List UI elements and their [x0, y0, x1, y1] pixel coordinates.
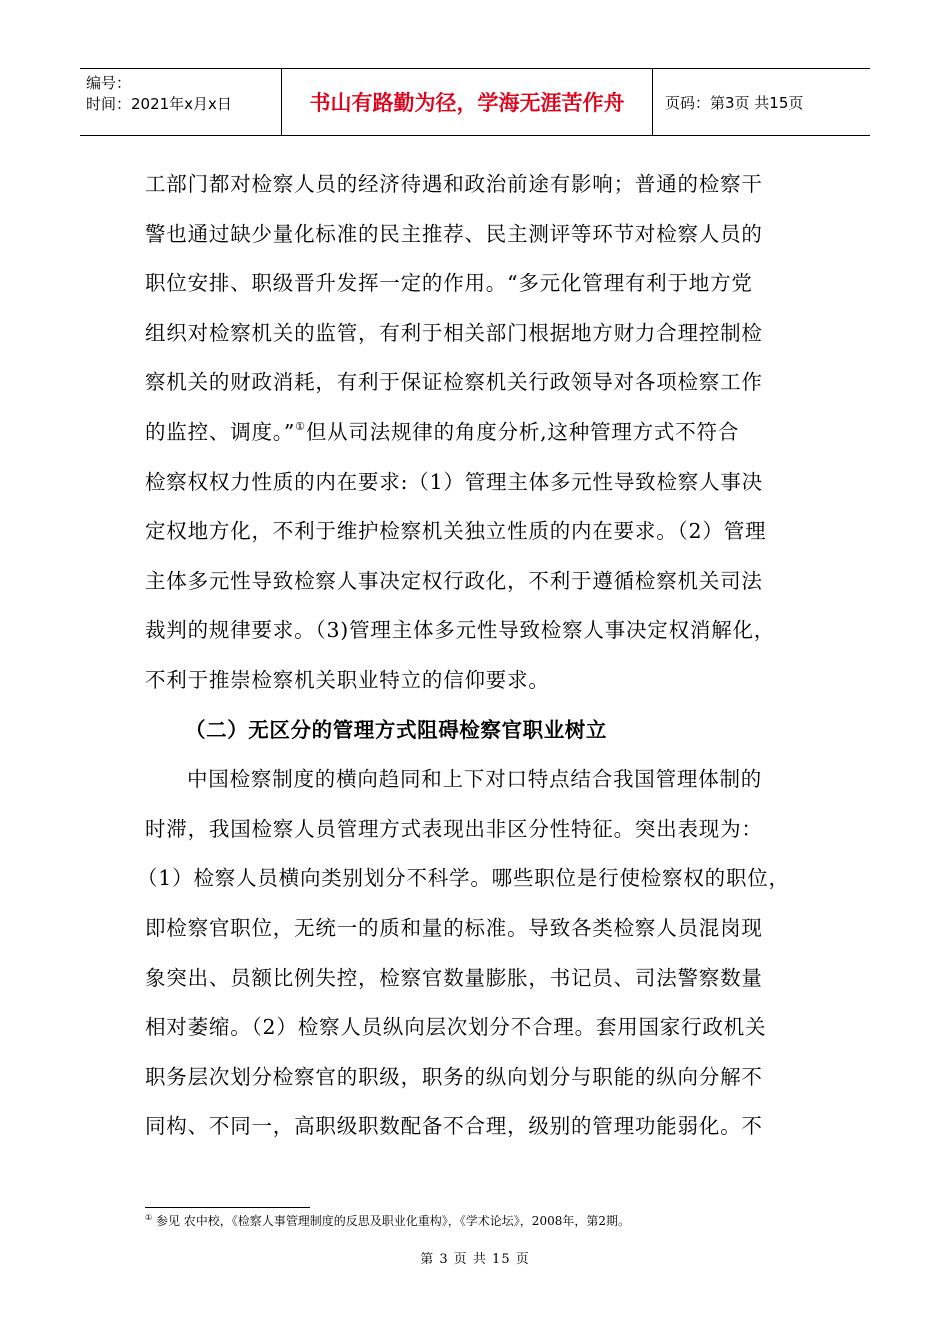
section-heading: （二）无区分的管理方式阻碍检察官职业树立: [185, 717, 607, 742]
page-footer: 第 3 页 共 15 页: [420, 1252, 530, 1267]
body-line: 即检察官职位，无统一的质和量的标准。导致各类检察人员混岗现: [145, 915, 763, 940]
body-line-part: 但从司法规律的角度分析,这种管理方式不符合: [305, 419, 740, 444]
body-line: 裁判的规律要求。（3)管理主体多元性导致检察人事决定权消解化，: [145, 618, 776, 643]
body-line: 主体多元性导致检察人事决定权行政化，不利于遵循检察机关司法: [145, 568, 763, 593]
body-line: 象突出、员额比例失控，检察官数量膨胀，书记员、司法警察数量: [145, 965, 763, 990]
body-line: 职位安排、职级晋升发挥一定的作用。“多元化管理有利于地方党: [145, 271, 753, 296]
body-line: 工部门都对检察人员的经济待遇和政治前途有影响；普通的检察干: [145, 172, 763, 196]
header-page-info: 页码：第3页 共15页: [665, 93, 804, 112]
footnote-marker: ①: [145, 1213, 153, 1222]
body-line: 同构、不同一，高职级职数配备不合理，级别的管理功能弱化。不: [145, 1114, 763, 1139]
body-line: 时滞，我国检察人员管理方式表现出非区分性特征。突出表现为：: [145, 816, 763, 841]
body-line: 职务层次划分检察官的职级，职务的纵向划分与职能的纵向分解不: [145, 1064, 763, 1089]
body-line: 检察权权力性质的内在要求:（1）管理主体多元性导致检察人事决: [145, 469, 763, 494]
body-line: 组织对检察机关的监管，有利于相关部门根据地方财力合理控制检: [145, 320, 763, 345]
footnote-text: 参见 农中校，《检察人事管理制度的反思及职业化重构》，《学术论坛》，2008年，第2期。: [152, 1214, 630, 1228]
footnote-divider: [145, 1207, 310, 1208]
number-label: 编号：: [86, 74, 132, 92]
body-line: [145, 408, 807, 458]
body-line: 警也通过缺少量化标准的民主推荐、民主测评等环节对检察人员的: [145, 221, 763, 246]
body-line-part: 的监控、调度。”: [145, 419, 296, 444]
date-label: 时间：2021年x月x日: [86, 95, 232, 113]
body-text: [137, 160, 807, 1152]
footnote-ref: ①: [295, 419, 306, 433]
body-line: （1）检察人员横向类别划分不科学。哪些职位是行使检察权的职位，: [137, 866, 790, 891]
footnote: [145, 1212, 630, 1229]
body-line: 察机关的财政消耗，有利于保证检察机关行政领导对各项检察工作: [145, 370, 763, 395]
body-line: 相对萎缩。（2）检察人员纵向层次划分不合理。套用国家行政机关: [145, 1015, 767, 1040]
header-meta: [80, 69, 282, 135]
body-line: 不利于推崇检察机关职业特立的信仰要求。: [145, 667, 550, 692]
page-header: [80, 68, 870, 136]
body-line: 中国检察制度的横向趋同和上下对口特点结合我国管理体制的: [187, 767, 763, 792]
body-line: 定权地方化，不利于维护检察机关独立性质的内在要求。（2）管理: [145, 519, 767, 544]
header-motto: 书山有路勤为径，学海无涯苦作舟: [282, 69, 653, 135]
